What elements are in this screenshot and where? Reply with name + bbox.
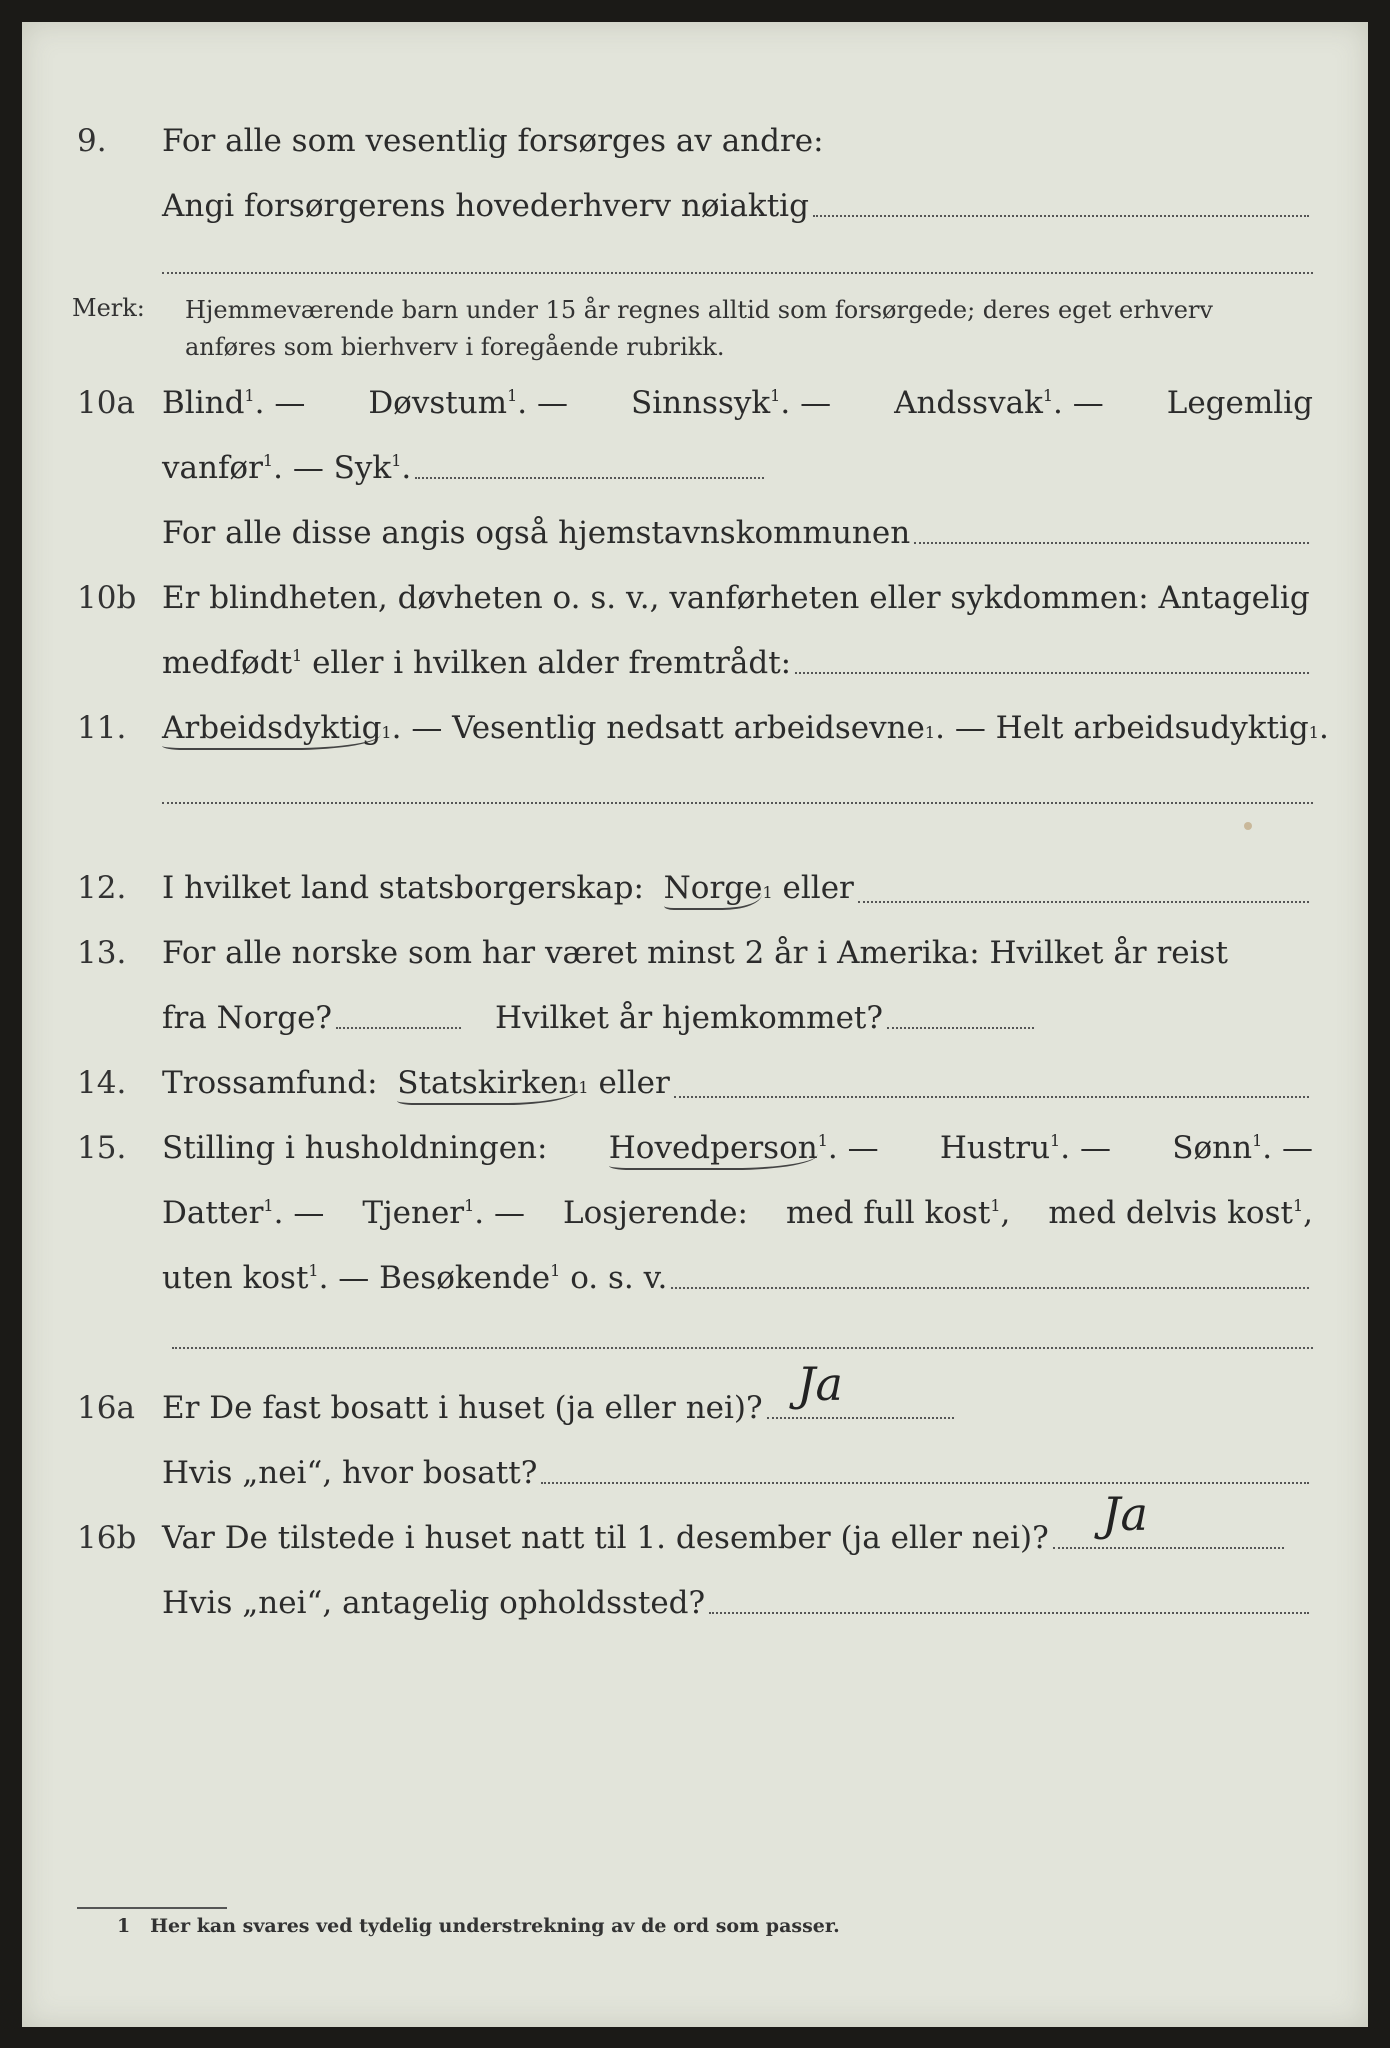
q9-line1: [22, 115, 1368, 165]
option-hovedperson-underlined[interactable]: Hovedperson$^1$. —: [609, 1130, 879, 1166]
census-form-page: [22, 22, 1368, 2027]
option-norge-underlined[interactable]: Norge: [664, 870, 763, 910]
option-syk[interactable]: Syk$^1$.: [333, 450, 412, 486]
q10a-line3: [22, 507, 1368, 557]
q15-label: Stilling i husholdningen:: [162, 1130, 548, 1166]
q10a-answer-line[interactable]: [415, 477, 764, 479]
q9-number: 9.: [77, 123, 107, 159]
option-datter[interactable]: Datter$^1$. —: [162, 1195, 325, 1231]
q15-answer-line[interactable]: [671, 1287, 1309, 1289]
q16b-handwritten-answer: Ja: [1102, 1487, 1148, 1541]
option-delvis-kost[interactable]: med delvis kost$^1$,: [1048, 1195, 1313, 1231]
option-besokende[interactable]: Besøkende$^1$: [379, 1260, 561, 1296]
option-nedsatt-arbeidsevne[interactable]: Vesentlig nedsatt arbeidsevne: [452, 710, 925, 746]
option-sonn[interactable]: Sønn$^1$. —: [1172, 1130, 1313, 1166]
q16b-answer-line[interactable]: [1053, 1547, 1284, 1549]
q10b-alder-label: eller i hvilken alder fremtrådt:: [312, 645, 792, 681]
q10b-line2: [22, 637, 1368, 687]
q16a-handwritten-answer: Ja: [797, 1357, 843, 1411]
q15-number: 15.: [77, 1130, 127, 1166]
merk-line1: Hjemmeværende barn under 15 år regnes alltid som forsørgede; deres eget erhverv: [185, 296, 1213, 324]
q16a-line1: [22, 1382, 1368, 1432]
merk-note: [185, 292, 1313, 366]
q13-text: For alle norske som har været minst 2 år i Amerika: Hvilket år reist: [162, 935, 1228, 971]
hjemstavn-answer-line[interactable]: [914, 542, 1309, 544]
q10a-number: 10a: [77, 385, 135, 421]
q16a-number: 16a: [77, 1390, 135, 1426]
q9-answer-line-2[interactable]: [162, 272, 1313, 274]
option-hustru[interactable]: Hustru$^1$. —: [939, 1130, 1111, 1166]
q9-question: Angi forsørgerens hovederhverv nøiaktig: [162, 188, 809, 224]
q12-label: I hvilket land statsborgerskap:: [162, 870, 644, 906]
option-blind[interactable]: Blind$^1$. —: [162, 385, 306, 421]
q16a-question: Er De fast bosatt i huset (ja eller nei)?: [162, 1390, 763, 1426]
q13-line1: [22, 927, 1368, 977]
q9-text: For alle som vesentlig forsørges av andre:: [162, 123, 824, 159]
q15-line3: [22, 1252, 1368, 1302]
option-tjener[interactable]: Tjener$^1$. —: [362, 1195, 526, 1231]
q12-answer-line[interactable]: [858, 901, 1309, 903]
q10a-line1: [22, 377, 1368, 427]
option-andssvak[interactable]: Andssvak$^1$. —: [894, 385, 1104, 421]
q12-eller: eller: [782, 870, 854, 906]
q12-line1: 12. I hvilket land statsborgerskap: Norge 1 eller: [22, 862, 1368, 912]
q13-line2: [22, 992, 1368, 1042]
q16a-bosatt-label: Hvis „nei“, hvor bosatt?: [162, 1455, 538, 1491]
q16b-opholdssted-answer[interactable]: [709, 1612, 1309, 1614]
option-sinnssyk[interactable]: Sinnssyk$^1$. —: [630, 385, 832, 421]
option-statskirken-underlined[interactable]: Statskirken: [397, 1065, 578, 1105]
q15-osv: o. s. v.: [570, 1260, 668, 1296]
merk-label: Merk:: [72, 294, 145, 322]
q16b-line2: [22, 1577, 1368, 1627]
q16b-number: 16b: [77, 1520, 137, 1556]
q14-number: 14.: [77, 1065, 127, 1101]
q15-answer-line-2[interactable]: [172, 1347, 1313, 1349]
option-uten-kost[interactable]: uten kost$^1$. —: [162, 1260, 380, 1296]
footnote-mark: 1: [117, 1915, 131, 1937]
q16a-answer-line[interactable]: [767, 1417, 954, 1419]
q14-eller: eller: [598, 1065, 670, 1101]
option-dovstum[interactable]: Døvstum$^1$. —: [368, 385, 568, 421]
q16b-opholdssted-label: Hvis „nei“, antagelig opholdssted?: [162, 1585, 706, 1621]
q16a-bosatt-answer[interactable]: [541, 1482, 1309, 1484]
q16a-line2: [22, 1447, 1368, 1497]
q12-number: 12.: [77, 870, 127, 906]
q11-number: 11.: [77, 710, 127, 746]
q11-line1: 11. Arbeidsdyktig 1 . — Vesentlig nedsatt arbeidsevne 1 . — Helt arbeidsudyktig 1 .: [22, 702, 1368, 752]
footnote-rule: [77, 1907, 227, 1909]
q14-answer-line[interactable]: [674, 1096, 1309, 1098]
option-full-kost[interactable]: med full kost$^1$,: [785, 1195, 1011, 1231]
q11-answer-line[interactable]: [162, 802, 1313, 804]
q10b-number: 10b: [77, 580, 137, 616]
option-losjerende[interactable]: Losjerende:: [563, 1195, 748, 1231]
q10b-line1: [22, 572, 1368, 622]
q13-reist-label: fra Norge?: [162, 1000, 333, 1036]
q13-hjemkommet-label: Hvilket år hjemkommet?: [495, 1000, 884, 1036]
q15-line2: [22, 1187, 1368, 1237]
option-arbeidsudyktig[interactable]: Helt arbeidsudyktig: [995, 710, 1309, 746]
q16b-question: Var De tilstede i huset natt til 1. desember (ja eller nei)?: [162, 1520, 1049, 1556]
q13-number: 13.: [77, 935, 127, 971]
footnote-text: Her kan svares ved tydelig understrekning av de ord som passer.: [150, 1915, 840, 1937]
q10a-hjemstavn-label: For alle disse angis også hjemstavnskommunen: [162, 515, 911, 551]
q10b-answer-line[interactable]: [795, 672, 1309, 674]
q9-answer-line[interactable]: [813, 215, 1309, 217]
paper-stain: [1244, 822, 1252, 830]
q14-line1: 14. Trossamfund: Statskirken 1 eller: [22, 1057, 1368, 1107]
option-arbeidsdyktig-underlined[interactable]: Arbeidsdyktig: [162, 710, 381, 750]
footnote: [117, 1915, 840, 1937]
merk-line2: anføres som bierhverv i foregående rubrikk.: [185, 333, 725, 361]
q9-line2: [22, 180, 1368, 230]
q15-line1: [22, 1122, 1368, 1172]
option-medfodt[interactable]: medfødt$^1$: [162, 645, 303, 681]
q16b-line1: [22, 1512, 1368, 1562]
q13-reist-answer[interactable]: [336, 1027, 461, 1029]
option-vanfor[interactable]: vanfør$^1$. —: [162, 450, 334, 486]
q13-hjemkommet-answer[interactable]: [887, 1027, 1034, 1029]
q14-label: Trossamfund:: [162, 1065, 378, 1101]
option-legemlig[interactable]: Legemlig: [1166, 385, 1313, 421]
q10b-text: Er blindheten, døvheten o. s. v., vanførheten eller sykdommen: Antagelig: [162, 580, 1310, 616]
q10a-line2: [22, 442, 1368, 492]
